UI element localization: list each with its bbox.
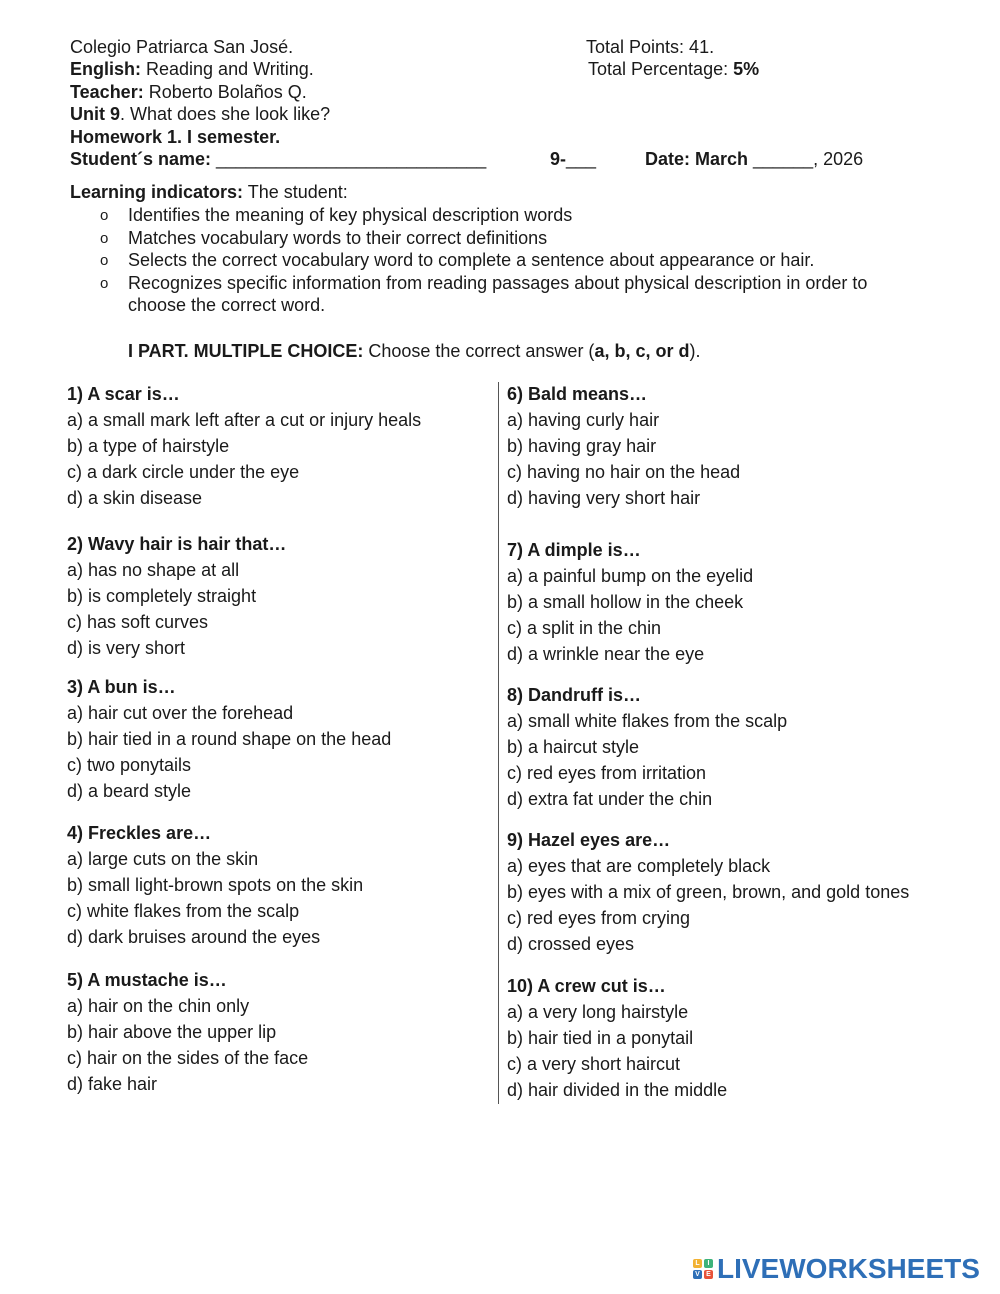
indicator-item-1: Identifies the meaning of key physical description words [128, 205, 573, 225]
teacher-label: Teacher: [70, 82, 144, 102]
question-9-option-d[interactable]: d) crossed eyes [507, 934, 635, 954]
english-value: Reading and Writing. [141, 59, 314, 79]
student-name-field[interactable]: ___________________________ [216, 149, 487, 169]
unit-label: Unit 9 [70, 104, 121, 124]
homework-label: Homework 1. I semester. [70, 127, 281, 147]
question-3-option-d[interactable]: d) a beard style [67, 781, 192, 801]
question-8-option-c[interactable]: c) red eyes from irritation [507, 763, 707, 783]
question-4-option-a[interactable]: a) large cuts on the skin [67, 849, 259, 869]
question-10-option-c[interactable]: c) a very short haircut [507, 1054, 681, 1074]
date-line [645, 148, 863, 171]
question-10-stem: 10) A crew cut is… [507, 976, 666, 996]
question-10-option-b[interactable]: b) hair tied in a ponytail [507, 1028, 694, 1048]
question-9-option-c[interactable]: c) red eyes from crying [507, 908, 691, 928]
part-instruction: Choose the correct answer ( [363, 341, 595, 361]
question-6-option-a[interactable]: a) having curly hair [507, 410, 660, 430]
part-title: I PART. MULTIPLE CHOICE: [128, 341, 364, 361]
question-9 [507, 827, 909, 957]
indicator-item-2: Matches vocabulary words to their correct definitions [128, 228, 548, 248]
homework-line [70, 126, 280, 149]
question-5 [67, 967, 308, 1097]
indicators-label: Learning indicators: [70, 182, 244, 202]
unit-value: . What does she look like? [120, 104, 331, 124]
question-1-stem: 1) A scar is… [67, 384, 180, 404]
question-1-option-a[interactable]: a) a small mark left after a cut or injury heals [67, 410, 422, 430]
question-4-option-c[interactable]: c) white flakes from the scalp [67, 901, 300, 921]
bullet-icon: o [100, 275, 109, 292]
school-name: Colegio Patriarca San José. [70, 37, 294, 57]
date-field[interactable]: ______ [753, 149, 814, 169]
question-1-option-c[interactable]: c) a dark circle under the eye [67, 462, 300, 482]
question-2-option-c[interactable]: c) has soft curves [67, 612, 209, 632]
logo-mark-tile: E [704, 1270, 713, 1279]
question-5-stem: 5) A mustache is… [67, 970, 227, 990]
question-3 [67, 674, 391, 804]
question-3-option-c[interactable]: c) two ponytails [67, 755, 192, 775]
student-name-line [70, 148, 486, 171]
group-line [550, 148, 596, 171]
question-2-option-d[interactable]: d) is very short [67, 638, 186, 658]
indicator-item-4: Recognizes specific information from reading passages about physical description in order to [128, 273, 868, 293]
indicators-heading [70, 181, 348, 204]
question-7-option-b[interactable]: b) a small hollow in the cheek [507, 592, 744, 612]
question-8-option-b[interactable]: b) a haircut style [507, 737, 640, 757]
bullet-icon: o [100, 252, 109, 269]
question-1-option-b[interactable]: b) a type of hairstyle [67, 436, 230, 456]
date-year: , 2026 [813, 149, 864, 169]
question-9-option-b[interactable]: b) eyes with a mix of green, brown, and gold tones [507, 882, 910, 902]
question-3-stem: 3) A bun is… [67, 677, 176, 697]
question-8 [507, 682, 787, 812]
part-close: ). [689, 341, 701, 361]
logo-mark-tile: I [704, 1259, 713, 1268]
logo-mark-tile: V [693, 1270, 702, 1279]
student-name-label: Student´s name: [70, 149, 217, 169]
question-10-option-d[interactable]: d) hair divided in the middle [507, 1080, 728, 1100]
indicator-item-4-continued: choose the correct word. [128, 295, 326, 315]
question-9-stem: 9) Hazel eyes are… [507, 830, 671, 850]
bullet-icon: o [100, 230, 109, 247]
liveworksheets-logo [693, 1254, 980, 1284]
column-divider [498, 382, 499, 1104]
question-6-option-c[interactable]: c) having no hair on the head [507, 462, 741, 482]
total-percentage-value: 5% [733, 59, 760, 79]
part-heading [128, 340, 700, 363]
question-6 [507, 381, 740, 511]
question-7 [507, 537, 753, 667]
total-percentage [588, 58, 759, 81]
total-points: Total Points: 41. [586, 37, 715, 57]
question-4-option-d[interactable]: d) dark bruises around the eyes [67, 927, 321, 947]
teacher-line [70, 81, 307, 104]
total-percentage-label: Total Percentage: [588, 59, 734, 79]
question-2-stem: 2) Wavy hair is hair that… [67, 534, 287, 554]
question-1 [67, 381, 421, 511]
question-7-option-d[interactable]: d) a wrinkle near the eye [507, 644, 705, 664]
question-8-option-a[interactable]: a) small white flakes from the scalp [507, 711, 788, 731]
question-2-option-b[interactable]: b) is completely straight [67, 586, 257, 606]
question-5-option-b[interactable]: b) hair above the upper lip [67, 1022, 277, 1042]
question-3-option-a[interactable]: a) hair cut over the forehead [67, 703, 294, 723]
part-options: a, b, c, or d [594, 341, 690, 361]
question-4-option-b[interactable]: b) small light-brown spots on the skin [67, 875, 364, 895]
question-5-option-a[interactable]: a) hair on the chin only [67, 996, 250, 1016]
english-label: English: [70, 59, 141, 79]
liveworksheets-logo-icon [693, 1259, 713, 1279]
group-label: 9- [550, 149, 567, 169]
question-8-stem: 8) Dandruff is… [507, 685, 642, 705]
bullet-icon: o [100, 207, 109, 224]
question-4 [67, 820, 363, 950]
question-6-option-d[interactable]: d) having very short hair [507, 488, 701, 508]
date-label: Date: March [645, 149, 754, 169]
question-3-option-b[interactable]: b) hair tied in a round shape on the head [67, 729, 392, 749]
logo-mark-tile: L [693, 1259, 702, 1268]
question-7-stem: 7) A dimple is… [507, 540, 641, 560]
question-4-stem: 4) Freckles are… [67, 823, 212, 843]
group-field[interactable]: ___ [566, 149, 597, 169]
subject-line [70, 58, 314, 81]
teacher-value: Roberto Bolaños Q. [143, 82, 307, 102]
indicators-intro: The student: [243, 182, 348, 202]
question-10 [507, 973, 727, 1103]
question-1-option-d[interactable]: d) a skin disease [67, 488, 203, 508]
logo-text: LIVEWORKSHEETS [717, 1253, 980, 1284]
unit-line [70, 103, 330, 126]
question-2-option-a[interactable]: a) has no shape at all [67, 560, 240, 580]
question-8-option-d[interactable]: d) extra fat under the chin [507, 789, 713, 809]
question-6-stem: 6) Bald means… [507, 384, 648, 404]
question-5-option-d[interactable]: d) fake hair [67, 1074, 158, 1094]
question-9-option-a[interactable]: a) eyes that are completely black [507, 856, 771, 876]
question-10-option-a[interactable]: a) a very long hairstyle [507, 1002, 689, 1022]
question-2 [67, 531, 286, 661]
question-7-option-a[interactable]: a) a painful bump on the eyelid [507, 566, 754, 586]
question-7-option-c[interactable]: c) a split in the chin [507, 618, 662, 638]
indicator-item-3: Selects the correct vocabulary word to complete a sentence about appearance or hair. [128, 250, 815, 270]
question-5-option-c[interactable]: c) hair on the sides of the face [67, 1048, 309, 1068]
question-6-option-b[interactable]: b) having gray hair [507, 436, 657, 456]
